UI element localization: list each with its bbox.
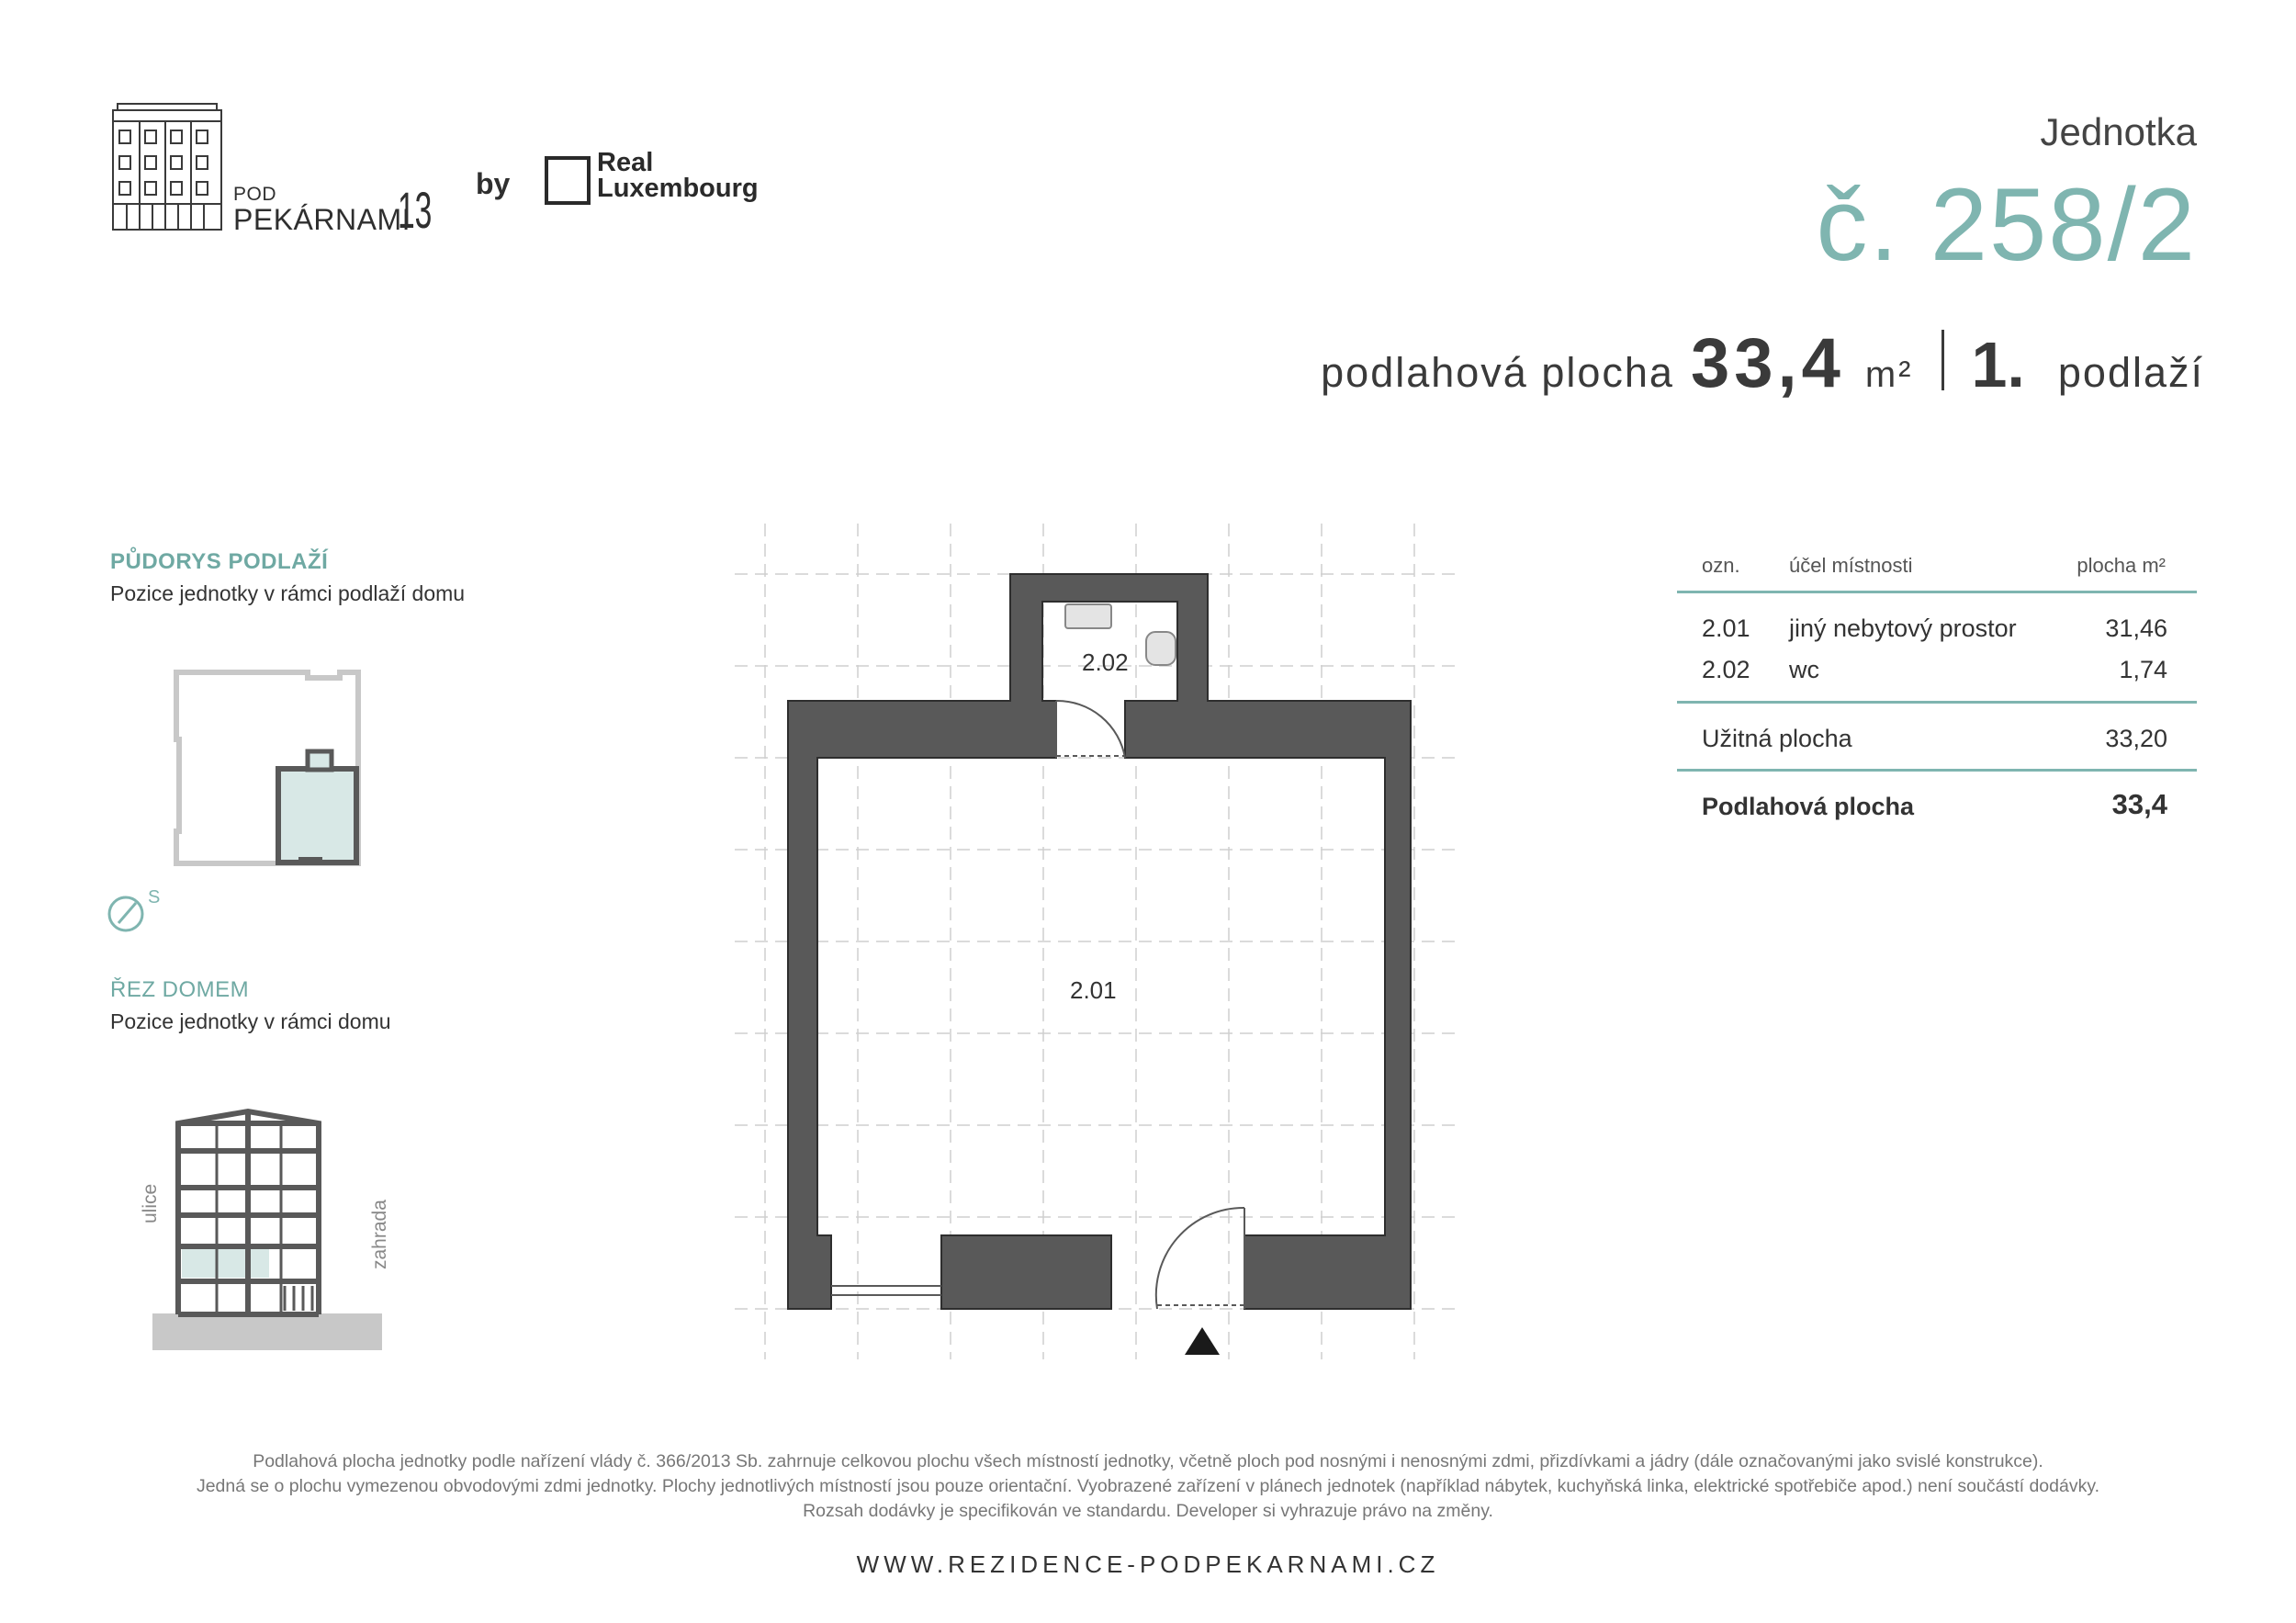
garden-label: zahrada — [369, 1200, 390, 1269]
divider — [1941, 330, 1944, 390]
table-header-area: plocha m² — [2077, 554, 2166, 577]
entrance-door — [1156, 1208, 1244, 1309]
street-label: ulice — [140, 1183, 161, 1223]
table-cell-purpose: wc — [1789, 656, 1819, 683]
building-logo-icon — [110, 101, 225, 231]
unit-label: Jednotka — [2040, 110, 2197, 153]
wc-door — [1056, 701, 1125, 758]
sink-icon — [1065, 604, 1111, 628]
table-divider — [1677, 591, 2197, 593]
floor-area-unit: m² — [1864, 355, 1914, 395]
unit-highlight — [182, 1245, 269, 1278]
building-section-diagram — [147, 1098, 390, 1350]
floor-area-value: 33,4 — [1690, 324, 1845, 402]
table-cell-purpose: jiný nebytový prostor — [1789, 614, 2017, 642]
disclaimer — [0, 1449, 2296, 1524]
table-divider — [1677, 769, 2197, 772]
section-view-title: ŘEZ DOMEM — [110, 977, 250, 1002]
floor-area-total-label: Podlahová plocha — [1702, 793, 1915, 820]
floor-label: podlaží — [2057, 349, 2204, 396]
table-cell-id: 2.02 — [1702, 656, 1750, 683]
floor-plan-section-title: PŮDORYS PODLAŽÍ — [110, 549, 329, 574]
by-word: by — [476, 167, 511, 200]
floor-number: 1. — [1971, 329, 2025, 400]
table-cell-area: 1,74 — [2119, 656, 2167, 683]
disclaimer-line-3: Rozsah dodávky je specifikován ve standardu. Developer si vyhrazuje právo na změny. — [803, 1501, 1493, 1521]
partner-name-line1: Real — [597, 148, 654, 177]
floor-position-minimap — [170, 666, 363, 873]
compass-label: S — [148, 887, 161, 907]
section-view-subtitle: Pozice jednotky v rámci domu — [110, 1009, 391, 1033]
website-link[interactable]: WWW.REZIDENCE-PODPEKARNAMI.CZ — [856, 1550, 1440, 1578]
room-label-wc: 2.02 — [1082, 648, 1129, 676]
disclaimer-line-2: Jedná se o plochu vymezenou obvodovými zdmi jednotky. Plochy jednotlivých místností jsou pouze orientační. Vyobrazené zařízení v plánech jednotek (například nábytek, kuchyňská linka, elektrické spotřebiče apod.) není součástí dodávky. — [196, 1476, 2100, 1496]
usable-area-value: 33,20 — [2105, 725, 2167, 752]
floor-plan-section-subtitle: Pozice jednotky v rámci podlaží domu — [110, 581, 466, 605]
floor-area-label: podlahová plocha — [1321, 349, 1674, 396]
brand-name: PEKÁRNAMI — [233, 203, 411, 236]
real-luxembourg-logo-icon — [545, 156, 591, 205]
toilet-icon — [1146, 632, 1176, 665]
table-divider — [1677, 701, 2197, 704]
table-cell-area: 31,46 — [2105, 614, 2167, 642]
unit-highlight — [278, 769, 356, 862]
table-header-purpose: účel místnosti — [1789, 554, 1913, 577]
usable-area-label: Užitná plocha — [1702, 725, 1852, 752]
partner-name-line2: Luxembourg — [597, 174, 759, 203]
brand-number: 13 — [398, 181, 433, 239]
brand-pod: POD — [233, 184, 277, 205]
window — [831, 1286, 941, 1295]
table-header-id: ozn. — [1702, 554, 1740, 577]
table-cell-id: 2.01 — [1702, 614, 1750, 642]
floor-area-total-value: 33,4 — [2111, 788, 2167, 820]
unit-number: č. 258/2 — [1816, 167, 2197, 282]
entrance-arrow-icon — [1185, 1327, 1220, 1355]
floor-area-summary — [1321, 323, 2204, 402]
room-label-main: 2.01 — [1070, 976, 1117, 1004]
disclaimer-line-1: Podlahová plocha jednotky podle nařízení vlády č. 366/2013 Sb. zahrnuje celkovou plochu všech místností jednotky, včetně ploch pod nosnými i nenosnými zdmi, přizdívkami a jádry (dále označovanými jako svislé konstrukce). — [253, 1451, 2043, 1471]
